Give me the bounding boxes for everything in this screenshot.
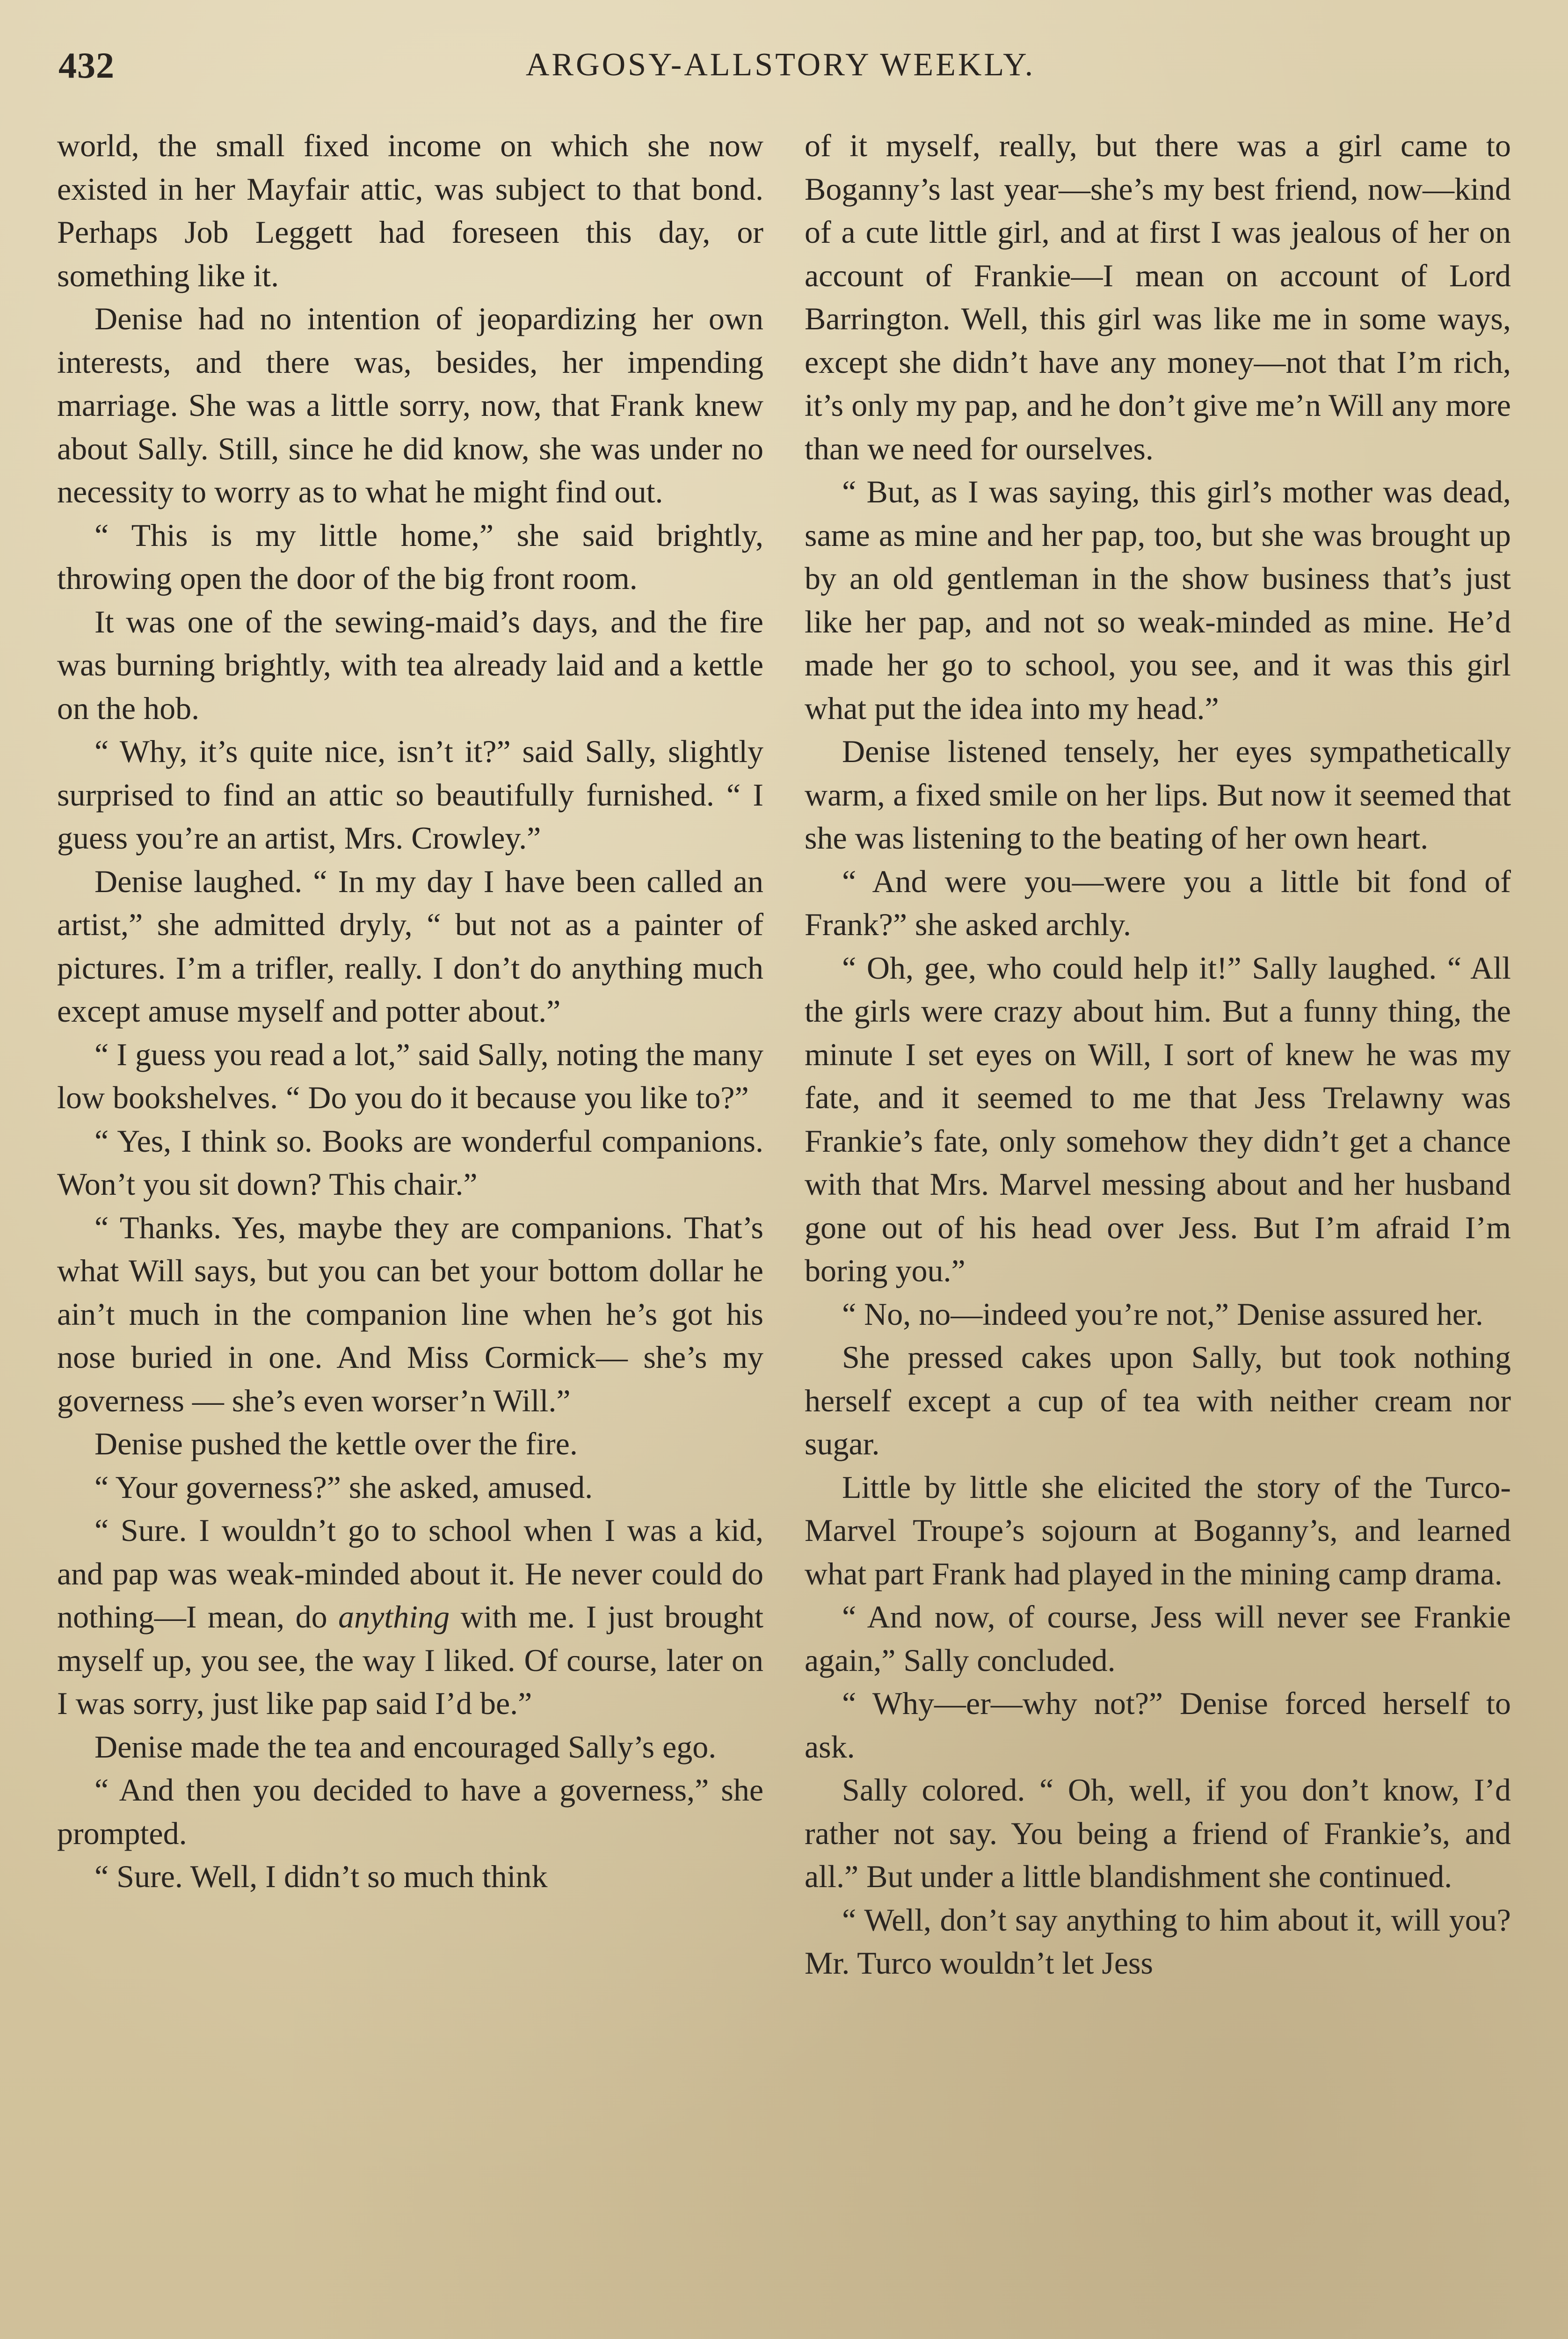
paragraph — [57, 600, 763, 730]
paragraph — [57, 514, 763, 600]
paragraph — [805, 860, 1511, 946]
paragraph-text-continued: with me. I just brought myself up, you see, the way I liked. Of course, later on I was sorry, just like pap said I’d be.” — [57, 1599, 763, 1721]
italic-emphasis: anything — [338, 1599, 450, 1634]
paragraph — [805, 1336, 1511, 1466]
paragraph-text: Little by little she elicited the story of the Turco-Marvel Troupe’s sojourn at Boganny’s, and learned what part Frank had played in the mining camp drama. — [805, 1469, 1511, 1591]
paragraph — [805, 470, 1511, 730]
paragraph — [57, 1033, 763, 1119]
paragraph — [805, 1466, 1511, 1596]
paragraph — [805, 1768, 1511, 1898]
paragraph-text: “ Why, it’s quite nice, isn’t it?” said Sally, slightly surprised to find an attic so beautifully furnished. “ I guess you’re an artist, Mrs. Crowley.” — [57, 734, 763, 856]
paragraph — [805, 124, 1511, 470]
paragraph-text: “ And then you decided to have a governess,” she prompted. — [57, 1772, 763, 1851]
paragraph-text: of it myself, really, but there was a girl came to Boganny’s last year—she’s my best friend, now—kind of a cute little girl, and at first I was jealous of her on account of Frankie—I mean on account of Lord Barrington. Well, this girl was like me in some ways, except she didn’t have any money—not that I’m rich, it’s only my pap, and he don’t give me’n Will any more than we need for ourselves. — [805, 128, 1511, 466]
paragraph — [805, 946, 1511, 1293]
paragraph-text: It was one of the sewing-maid’s days, and the fire was burning brightly, with tea already laid and a kettle on the hob. — [57, 603, 763, 726]
paragraph-text: “ Sure. Well, I didn’t so much think — [94, 1859, 548, 1894]
paragraph — [805, 1293, 1511, 1336]
paragraph-text: “ Your governess?” she asked, amused. — [94, 1469, 593, 1505]
paragraph — [57, 1855, 763, 1898]
paragraph — [57, 1206, 763, 1423]
paragraph-text: Denise laughed. “ In my day I have been called an artist,” she admitted dryly, “ but not as a painter of pictures. I’m a trifler, really. I don’t do anything much except amuse myself and potter about.” — [57, 863, 763, 1029]
text-columns — [57, 124, 1511, 2339]
paragraph-text: “ This is my little home,” she said brightly, throwing open the door of the big front room. — [57, 517, 763, 596]
paragraph — [57, 1768, 763, 1855]
running-title: ARGOSY-ALLSTORY WEEKLY. — [525, 47, 1036, 83]
paragraph — [57, 1725, 763, 1769]
paragraph — [805, 730, 1511, 860]
right-column — [805, 124, 1511, 2339]
paragraph — [57, 124, 763, 297]
paragraph — [805, 1898, 1511, 1985]
paragraph-text: Denise listened tensely, her eyes sympathetically warm, a fixed smile on her lips. But now it seemed that she was listening to the beating of her own heart. — [805, 734, 1511, 856]
paragraph-text: “ And were you—were you a little bit fond of Frank?” she asked archly. — [805, 863, 1511, 942]
paragraph-text: “ Sure. I wouldn’t go to school when I was a kid, and pap was weak-minded about it. He never could do nothing—I mean, do — [57, 1512, 763, 1634]
paragraph-text: “ Well, don’t say anything to him about it, will you? Mr. Turco wouldn’t let Jess — [805, 1902, 1511, 1981]
left-column — [57, 124, 763, 2339]
page-number: 432 — [58, 45, 115, 86]
paragraph-text: Sally colored. “ Oh, well, if you don’t know, I’d rather not say. You being a friend of Frankie’s, and all.” But under a little blandishment she continued. — [805, 1772, 1511, 1894]
paragraph-text: world, the small fixed income on which she now existed in her Mayfair attic, was subject to that bond. Perhaps Job Leggett had foreseen this day, or something like it. — [57, 128, 763, 293]
paragraph — [57, 1119, 763, 1206]
paragraph-text: “ Oh, gee, who could help it!” Sally laughed. “ All the girls were crazy about him. But a funny thing, the minute I set eyes on Will, I sort of knew he was my fate, and it seemed to me that Jess Trelawny was Frankie’s fate, only somehow they didn’t get a chance with that Mrs. Marvel messing about and her husband gone out of his head over Jess. But I’m afraid I’m boring you.” — [805, 950, 1511, 1288]
paragraph-text: “ Why—er—why not?” Denise forced herself to ask. — [805, 1685, 1511, 1765]
paragraph — [57, 730, 763, 860]
paragraph-text: “ I guess you read a lot,” said Sally, noting the many low bookshelves. “ Do you do it because you like to?” — [57, 1036, 763, 1115]
paragraph-text: Denise pushed the kettle over the fire. — [94, 1426, 578, 1461]
paragraph-text: “ And now, of course, Jess will never see Frankie again,” Sally concluded. — [805, 1599, 1511, 1678]
paragraph-text: Denise had no intention of jeopardizing her own interests, and there was, besides, her impending marriage. She was a little sorry, now, that Frank knew about Sally. Still, since he did know, she was under no necessity to worry as to what he might find out. — [57, 301, 763, 509]
paragraph — [57, 1466, 763, 1509]
paragraph-text: “ Thanks. Yes, maybe they are companions. That’s what Will says, but you can bet your bottom dollar he ain’t much in the companion line when he’s got his nose buried in one. And Miss Cormick— she’s my governess — she’s even worser’n Will.” — [57, 1209, 763, 1418]
paragraph — [57, 860, 763, 1033]
paragraph-text: “ No, no—indeed you’re not,” Denise assured her. — [842, 1296, 1483, 1332]
paragraph — [805, 1682, 1511, 1768]
paragraph-text: She pressed cakes upon Sally, but took nothing herself except a cup of tea with neither cream nor sugar. — [805, 1339, 1511, 1461]
paragraph — [805, 1595, 1511, 1682]
paragraph — [57, 297, 763, 514]
page-header — [54, 44, 1507, 101]
paragraph-text: “ But, as I was saying, this girl’s mother was dead, same as mine and her pap, too, but she was brought up by an old gentleman in the show business that’s just like her pap, and not so weak-minded as mine. He’d made her go to school, you see, and it was this girl what put the idea into my head.” — [805, 474, 1511, 726]
paragraph-text: “ Yes, I think so. Books are wonderful companions. Won’t you sit down? This chair.” — [57, 1123, 763, 1202]
paragraph — [57, 1422, 763, 1466]
paragraph-text: Denise made the tea and encouraged Sally’s ego. — [94, 1729, 717, 1765]
paragraph — [57, 1509, 763, 1725]
